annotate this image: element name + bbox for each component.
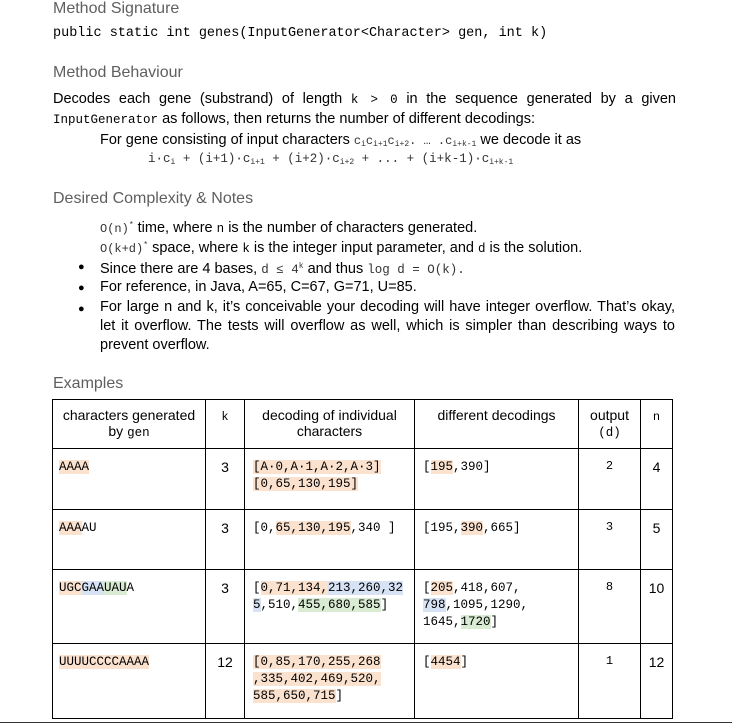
decoding-cell: [0,85,170,255,268 ,335,402,469,520, 585,650,715]	[245, 644, 415, 719]
header-output: output (d)	[579, 400, 641, 449]
n-cell: 5	[641, 510, 673, 570]
space-complexity-note: O(k+d)* space, where k is the integer input parameter, and d is the solution.	[100, 240, 583, 256]
header-different-decodings: different decodings	[415, 400, 579, 449]
n-cell: 4	[641, 449, 673, 510]
characters-cell: UGCGAAUAUA	[53, 570, 206, 644]
decoding-cell: [0,71,134,213,260,325,510,455,680,585]	[245, 570, 415, 644]
method-signature-code: public static int genes(InputGenerator<Character> gen, int k)	[53, 26, 548, 41]
k-cell: 3	[206, 449, 245, 510]
k-cell: 12	[206, 644, 245, 719]
k-cell: 3	[206, 510, 245, 570]
header-k: k	[206, 400, 245, 449]
table-row	[53, 449, 673, 510]
header-n: n	[641, 400, 673, 449]
characters-cell: UUUUCCCCAAAA	[53, 644, 206, 719]
header-decoding: decoding of individual characters	[245, 400, 415, 449]
table-row	[53, 510, 673, 570]
different-decodings-cell: [195,390,665]	[415, 510, 579, 570]
table-row	[53, 644, 673, 719]
bullet-overflow-line-2: let it overflow. The tests will overflow as well, which is simpler than describing ways to	[100, 318, 675, 334]
behaviour-line-1: Decodes each gene (substrand) of length k > 0 in the sequence generated by a given	[53, 91, 676, 107]
time-complexity-note: O(n)* time, where n is the number of characters generated.	[100, 220, 478, 236]
examples-heading: Examples	[53, 375, 124, 392]
complexity-heading: Desired Complexity & Notes	[53, 190, 254, 207]
n-cell: 10	[641, 570, 673, 644]
bullet-java-reference: For reference, in Java, A=65, C=67, G=71, U=85.	[100, 279, 417, 295]
page-bottom-divider	[0, 722, 732, 723]
output-cell: 8	[579, 570, 641, 644]
output-cell: 3	[579, 510, 641, 570]
table-row	[53, 570, 673, 644]
characters-cell: AAAAU	[53, 510, 206, 570]
behaviour-line-2: InputGenerator as follows, then returns the number of different decodings:	[53, 111, 535, 127]
examples-table	[52, 399, 673, 719]
bullet-overflow-line-1: For large n and k, it’s conceivable your decoding will have integer overflow. That’s okay,	[100, 299, 675, 315]
n-cell: 12	[641, 644, 673, 719]
method-behaviour-heading: Method Behaviour	[53, 64, 183, 81]
decoding-formula: $i\cdot c_i + (i+1)\cdot c_{i+1} + (i+2)\cdot c_{i+2}$ + ... + $(i+k-1)\cdot c_{i+k-1}$	[148, 152, 514, 167]
different-decodings-cell: [195,390]	[415, 449, 579, 510]
behaviour-line-3: For gene consisting of input characters $c_ic_{i+1}c_{i+2}$. … $.c_{i+k-1}$ we decode it as	[100, 132, 582, 149]
different-decodings-cell: [205,418,607, 798,1095,1290, 1645,1720]	[415, 570, 579, 644]
decoding-cell: [0,65,130,195,340 ]	[245, 510, 415, 570]
k-cell: 3	[206, 570, 245, 644]
header-characters: characters generated by gen	[53, 400, 206, 449]
output-cell: 1	[579, 644, 641, 719]
gene-characters-formula: $c_ic_{i+1}c_{i+2}$. … $.c_{i+k-1}$	[353, 134, 477, 149]
bullet-icon: ●	[78, 261, 85, 273]
output-cell: 2	[579, 449, 641, 510]
method-signature-heading: Method Signature	[53, 0, 180, 17]
characters-cell: AAAA	[53, 449, 206, 510]
different-decodings-cell: [4454]	[415, 644, 579, 719]
decoding-cell: [A·0,A·1,A·2,A·3] [0,65,130,195]	[245, 449, 415, 510]
bullet-overflow-line-3: prevent overflow.	[100, 337, 210, 353]
bullet-icon: ●	[78, 282, 85, 294]
bullet-icon: ●	[78, 303, 85, 315]
table-header-row	[53, 400, 673, 449]
bullet-bases-note: Since there are 4 bases, $d \le 4^k$ and thus log d = O(k).	[100, 261, 465, 277]
